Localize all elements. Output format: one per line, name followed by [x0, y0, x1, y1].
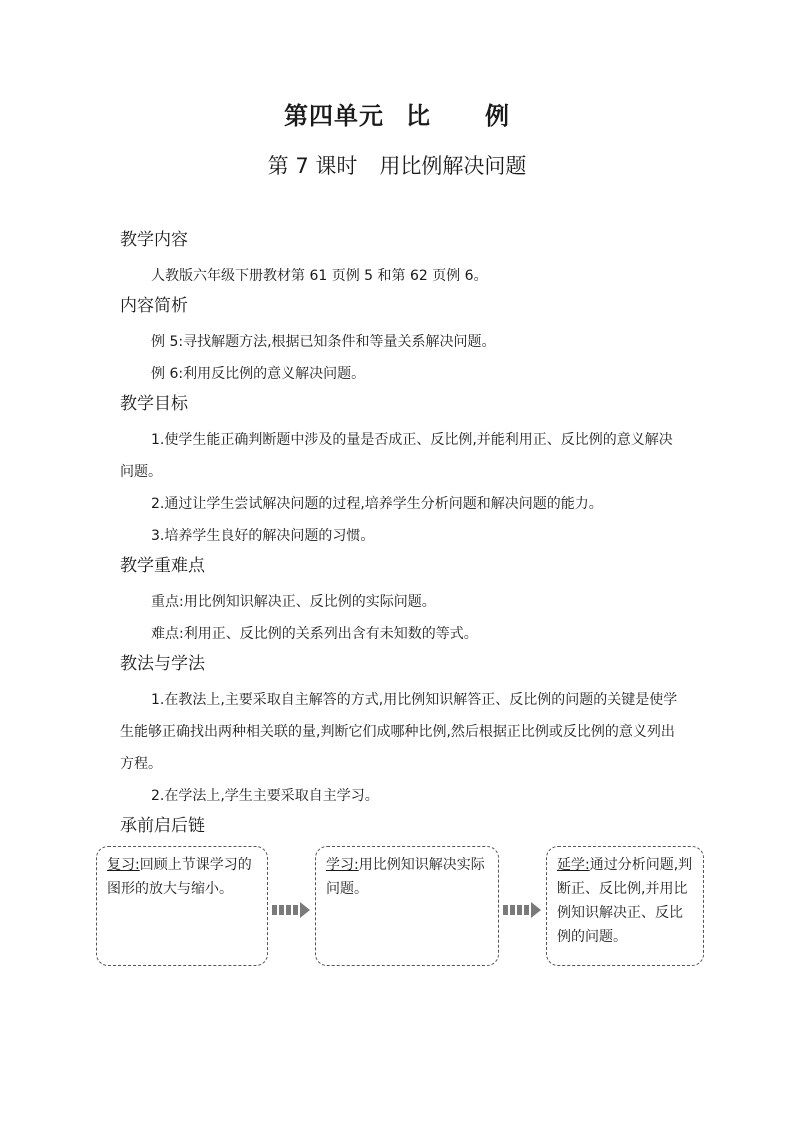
content-paragraph: 人教版六年级下册教材第 61 页例 5 和第 62 页例 6。 [151, 268, 488, 284]
flow-box-review [96, 846, 268, 966]
flow-tag-extend: 延学: [557, 857, 590, 873]
section-heading-methods: 教法与学法 [120, 654, 205, 674]
section-heading-keypoints: 教学重难点 [120, 556, 205, 576]
methods-paragraph-1: 1.在教法上,主要采取自主解答的方式,用比例知识解答正、反比例的问题的关键是使学生能够正确找出两种相关联的量,判断它们成哪种比例,然后根据正比例或反比例的意义列出方程。 [120, 692, 678, 772]
flow-text-learn: 用比例知识解决实际问题。 [326, 857, 485, 897]
title-word-2: 例 [485, 102, 510, 130]
arrow-right-icon [272, 902, 310, 918]
section-heading-chain: 承前启后链 [120, 816, 205, 836]
title-unit: 第四单元 [284, 102, 384, 130]
section-heading-content: 教学内容 [120, 230, 188, 250]
section-heading-goals: 教学目标 [120, 394, 188, 414]
lesson-subtitle [0, 150, 794, 180]
goals-paragraph-1: 1.使学生能正确判断题中涉及的量是否成正、反比例,并能利用正、反比例的意义解决问题。 [120, 432, 673, 480]
page-title [0, 96, 794, 131]
keypoints-paragraph-2: 难点:利用正、反比例的关系列出含有未知数的等式。 [151, 626, 478, 642]
keypoints-paragraph-1: 重点:用比例知识解决正、反比例的实际问题。 [151, 594, 436, 610]
title-word-1: 比 [406, 102, 431, 130]
lesson-topic: 用比例解决问题 [379, 154, 527, 178]
lesson-number: 第 7 课时 [267, 154, 358, 178]
methods-paragraph-2: 2.在学法上,学生主要采取自主学习。 [151, 788, 379, 804]
flow-tag-review: 复习: [107, 857, 140, 873]
analysis-paragraph-2: 例 6:利用反比例的意义解决问题。 [151, 366, 366, 382]
section-heading-analysis: 内容简析 [120, 296, 188, 316]
arrow-right-icon [503, 902, 541, 918]
goals-paragraph-2: 2.通过让学生尝试解决问题的过程,培养学生分析问题和解决问题的能力。 [151, 496, 603, 512]
flow-box-extend [546, 846, 704, 966]
flow-text-extend: 通过分析问题,判断正、反比例,并用比例知识解决正、反比例的问题。 [557, 857, 693, 945]
flow-text-review: 回顾上节课学习的图形的放大与缩小。 [107, 857, 252, 897]
goals-paragraph-3: 3.培养学生良好的解决问题的习惯。 [151, 528, 375, 544]
flow-tag-learn: 学习: [326, 857, 359, 873]
document-body [120, 228, 680, 846]
flow-box-learn [315, 846, 499, 966]
analysis-paragraph-1: 例 5:寻找解题方法,根据已知条件和等量关系解决问题。 [151, 334, 496, 350]
